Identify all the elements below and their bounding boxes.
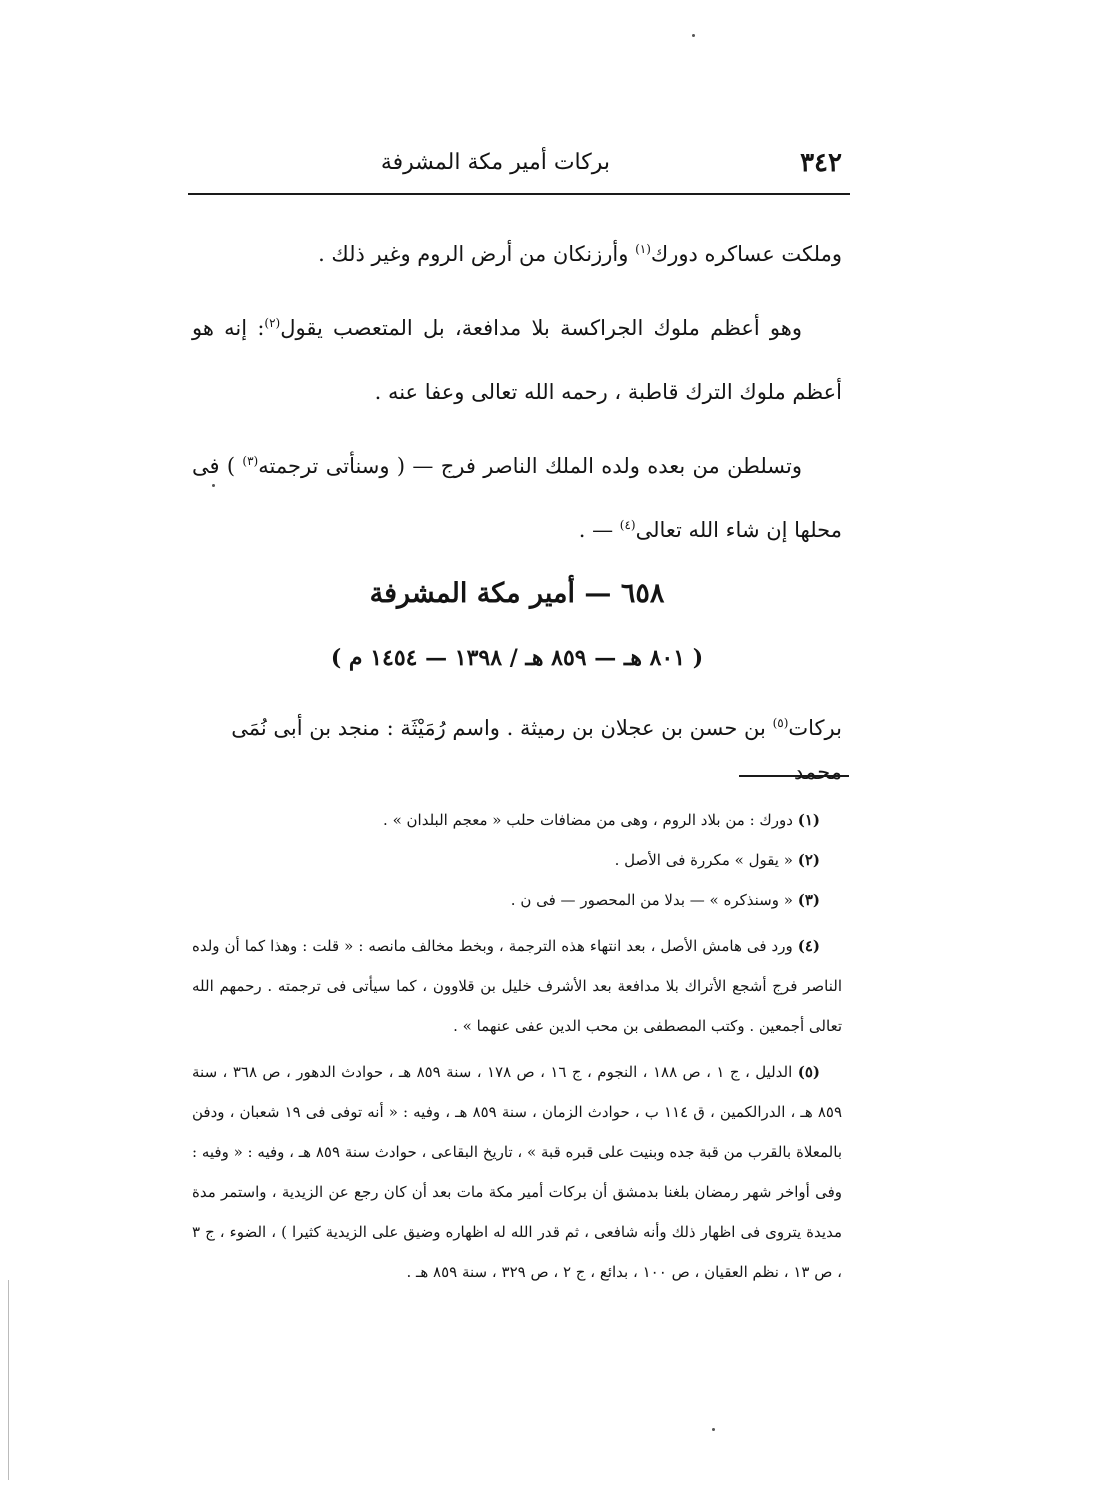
footnote-divider [739, 775, 849, 777]
paragraph-text: وهو أعظم ملوك الجراكسة بلا مدافعة، بل المتعصب يقول [280, 316, 802, 340]
entry-dates: ( ٨٠١ هـ — ٨٥٩ هـ / ١٣٩٨ — ١٤٥٤ م ) [330, 645, 704, 671]
footnote-number: (١) [797, 811, 820, 829]
paragraph-2 [192, 296, 842, 424]
footnote-ref-5: (٥) [772, 716, 789, 730]
page-number: ٣٤٢ [800, 148, 842, 178]
footnote-text: ورد فى هامش الأصل ، بعد انتهاء هذه الترجمة ، وبخط مخالف مانصه : « قلت : وهذا كما أن ولده الناصر فرج أشجع الأتراك بلا مدافعة بعد الأشرف خليل بن قلاوون ، كما سيأتى فى ترجمته . رحمهم الله تعالى أجمعين . وكتب المصطفى بن محب الدين عفى عنهما » . [192, 937, 842, 1035]
paragraph-text: : إنه هو أعظم ملوك الترك قاطبة ، رحمه الله تعالى وعفا عنه . [192, 316, 842, 404]
paragraph-text: ) فى محلها إن شاء الله تعالى [192, 454, 842, 542]
entry-heading: ٦٥٨ — أمير مكة المشرفة [369, 578, 665, 609]
scan-edge-mark [8, 1280, 9, 1480]
footnote-ref-4: (٤) [619, 518, 636, 532]
footnote-2 [192, 840, 842, 880]
paragraph-text: وملكت عساكره دورك [650, 242, 842, 266]
footnote-text: الدليل ، ج ١ ، ص ١٨٨ ، النجوم ، ج ١٦ ، ص ١٧٨ ، سنة ٨٥٩ هـ ، حوادث الدهور ، ص ٣٦٨ ، سنة ٨٥٩ هـ ، الدرالكمين ، ق ١١٤ ب ، حوادث الزمان ، سنة ٨٥٩ هـ ، وفيه : « أنه توفى فى ١٩ شعبان ، ودفن بالمعلاة بالقرب من قبة جده وبنيت على قبره قبة » ، تاريخ البقاعى ، حوادث سنة ٨٥٩ هـ ، وفيه : « وفيه : وفى أواخر شهر رمضان بلغنا بدمشق أن بركات أمير مكة مات بعد أن كان رجع عن الزيدية ، واستمر مدة مديدة يتروى فى اظهار ذلك وأنه شافعى ، ثم قدر الله له اظهاره وضيق على الزيدية كثيرا ) ، الضوء ، ج ٣ ، ص ١٣ ، نظم العقيان ، ص ١٠٠ ، بدائع ، ج ٢ ، ص ٣٢٩ ، سنة ٨٥٩ هـ . [192, 1063, 842, 1281]
paragraph-3 [192, 434, 842, 562]
footnote-1 [192, 800, 842, 840]
footnote-number: (٣) [797, 891, 820, 909]
footnote-ref-3: (٣) [242, 454, 259, 468]
running-title: بركات أمير مكة المشرفة [380, 150, 610, 175]
footnote-text: دورك : من بلاد الروم ، وهى من مضافات حلب « معجم البلدان » . [383, 811, 793, 829]
paragraph-text: — . [578, 518, 620, 542]
paragraph-1 [192, 222, 842, 286]
footnote-ref-2: (٢) [264, 316, 281, 330]
footnote-text: « يقول » مكررة فى الأصل . [614, 851, 793, 869]
paragraph-text: وأرزنكان من أرض الروم وغير ذلك . [318, 242, 636, 266]
entry-opening-line [192, 706, 842, 794]
footnote-ref-1: (١) [635, 242, 651, 256]
footnote-3 [192, 880, 842, 920]
paper-speck [692, 34, 695, 37]
paper-speck [712, 1428, 715, 1431]
footnote-number: (٢) [797, 851, 820, 869]
footnote-5 [192, 1052, 842, 1292]
header-divider [188, 193, 850, 195]
footnote-number: (٤) [797, 937, 820, 955]
main-text [192, 222, 842, 572]
paragraph-text: وتسلطن من بعده ولده الملك الناصر فرج — ( وسنأتى ترجمته [258, 454, 802, 478]
footnote-number: (٥) [797, 1063, 820, 1081]
running-header [188, 140, 850, 192]
footnote-text: « وسنذكره » — بدلا من المحصور — فى ن . [510, 891, 793, 909]
footnotes [192, 800, 842, 1292]
entry-text: بن حسن بن عجلان بن رميثة . واسم رُمَيْثَة : منجد بن أبى نُمَى محمد [231, 716, 842, 784]
entry-name: بركات [788, 716, 842, 740]
footnote-4 [192, 926, 842, 1046]
